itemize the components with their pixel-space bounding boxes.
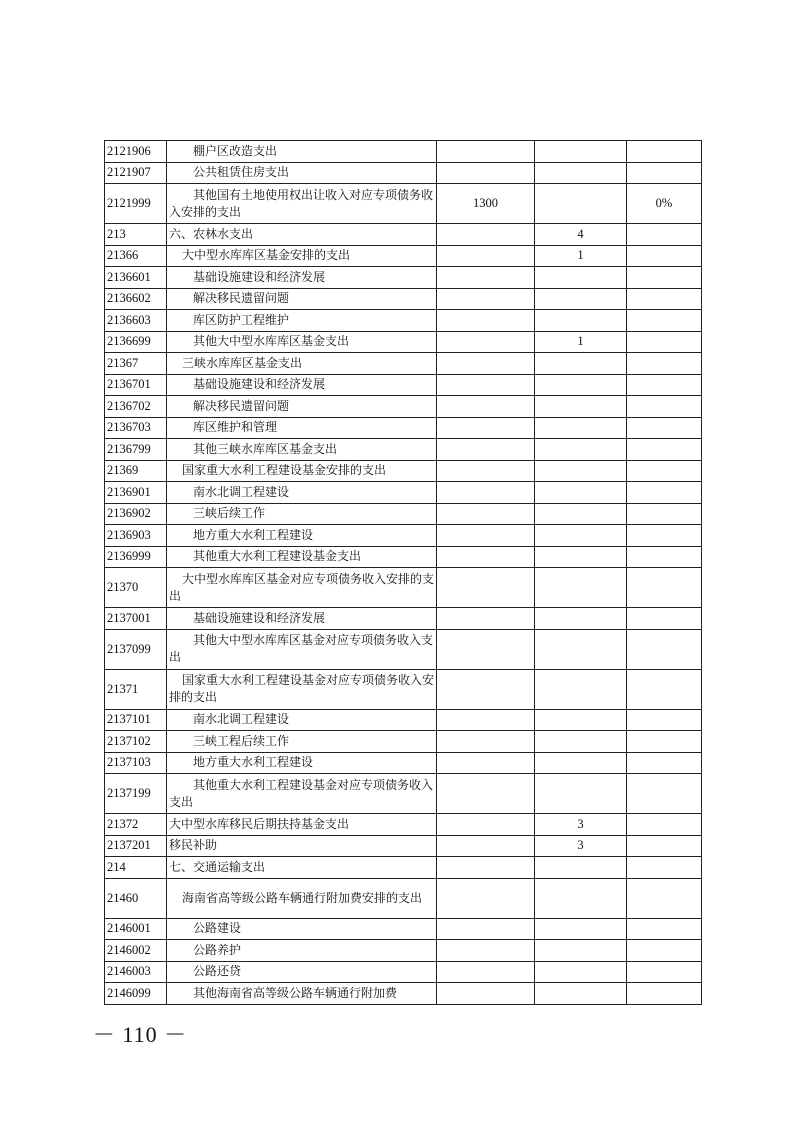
actual-cell bbox=[535, 141, 627, 163]
ratio-cell bbox=[627, 709, 702, 731]
table-row bbox=[105, 353, 702, 375]
budget-cell bbox=[437, 245, 535, 267]
actual-cell bbox=[535, 439, 627, 461]
name-cell: 地方重大水利工程建设 bbox=[167, 752, 437, 774]
code-cell: 2136702 bbox=[105, 396, 167, 418]
code-cell: 2136902 bbox=[105, 503, 167, 525]
actual-cell bbox=[535, 310, 627, 332]
code-cell: 2121907 bbox=[105, 162, 167, 184]
ratio-cell bbox=[627, 288, 702, 310]
ratio-cell bbox=[627, 918, 702, 940]
ratio-cell: 0% bbox=[627, 184, 702, 224]
name-cell: 其他海南省高等级公路车辆通行附加费 bbox=[167, 983, 437, 1005]
actual-cell: 1 bbox=[535, 245, 627, 267]
budget-cell bbox=[437, 460, 535, 482]
table-row bbox=[105, 396, 702, 418]
actual-cell: 3 bbox=[535, 814, 627, 836]
budget-cell bbox=[437, 353, 535, 375]
table-row bbox=[105, 629, 702, 669]
code-cell: 2136701 bbox=[105, 374, 167, 396]
budget-cell bbox=[437, 709, 535, 731]
name-cell: 基础设施建设和经济发展 bbox=[167, 267, 437, 289]
table-row bbox=[105, 814, 702, 836]
actual-cell: 3 bbox=[535, 835, 627, 857]
name-cell: 大中型水库移民后期扶持基金支出 bbox=[167, 814, 437, 836]
code-cell: 2137099 bbox=[105, 629, 167, 669]
code-cell: 2136602 bbox=[105, 288, 167, 310]
actual-cell bbox=[535, 503, 627, 525]
actual-cell bbox=[535, 162, 627, 184]
name-cell: 解决移民遗留问题 bbox=[167, 288, 437, 310]
ratio-cell bbox=[627, 245, 702, 267]
name-cell: 其他国有土地使用权出让收入对应专项债务收入安排的支出 bbox=[167, 184, 437, 224]
budget-cell bbox=[437, 731, 535, 753]
table-row bbox=[105, 918, 702, 940]
ratio-cell bbox=[627, 267, 702, 289]
code-cell: 21372 bbox=[105, 814, 167, 836]
ratio-cell bbox=[627, 439, 702, 461]
table-row bbox=[105, 525, 702, 547]
table-row bbox=[105, 331, 702, 353]
code-cell: 2136703 bbox=[105, 417, 167, 439]
code-cell: 21366 bbox=[105, 245, 167, 267]
code-cell: 2137199 bbox=[105, 774, 167, 814]
name-cell: 国家重大水利工程建设基金安排的支出 bbox=[167, 460, 437, 482]
actual-cell bbox=[535, 374, 627, 396]
table-row bbox=[105, 835, 702, 857]
name-cell: 南水北调工程建设 bbox=[167, 482, 437, 504]
code-cell: 2136601 bbox=[105, 267, 167, 289]
code-cell: 214 bbox=[105, 857, 167, 879]
table-row bbox=[105, 731, 702, 753]
ratio-cell bbox=[627, 983, 702, 1005]
actual-cell bbox=[535, 267, 627, 289]
code-cell: 2136603 bbox=[105, 310, 167, 332]
name-cell: 其他大中型水库库区基金对应专项债务收入支出 bbox=[167, 629, 437, 669]
budget-cell bbox=[437, 310, 535, 332]
table-row bbox=[105, 482, 702, 504]
actual-cell bbox=[535, 731, 627, 753]
budget-cell bbox=[437, 374, 535, 396]
budget-cell bbox=[437, 331, 535, 353]
name-cell: 三峡后续工作 bbox=[167, 503, 437, 525]
budget-cell: 1300 bbox=[437, 184, 535, 224]
name-cell: 其他大中型水库库区基金支出 bbox=[167, 331, 437, 353]
table-row bbox=[105, 503, 702, 525]
ratio-cell bbox=[627, 608, 702, 630]
ratio-cell bbox=[627, 629, 702, 669]
table-row bbox=[105, 940, 702, 962]
actual-cell bbox=[535, 184, 627, 224]
table-row bbox=[105, 162, 702, 184]
actual-cell bbox=[535, 482, 627, 504]
actual-cell bbox=[535, 983, 627, 1005]
name-cell: 公共租赁住房支出 bbox=[167, 162, 437, 184]
table-row bbox=[105, 669, 702, 709]
name-cell: 库区维护和管理 bbox=[167, 417, 437, 439]
ratio-cell bbox=[627, 525, 702, 547]
table-row bbox=[105, 267, 702, 289]
actual-cell bbox=[535, 396, 627, 418]
ratio-cell bbox=[627, 940, 702, 962]
budget-cell bbox=[437, 857, 535, 879]
actual-cell bbox=[535, 878, 627, 918]
budget-cell bbox=[437, 835, 535, 857]
ratio-cell bbox=[627, 503, 702, 525]
budget-cell bbox=[437, 629, 535, 669]
budget-cell bbox=[437, 439, 535, 461]
name-cell: 公路还贷 bbox=[167, 961, 437, 983]
table-row bbox=[105, 288, 702, 310]
ratio-cell bbox=[627, 961, 702, 983]
actual-cell bbox=[535, 918, 627, 940]
table-row bbox=[105, 608, 702, 630]
name-cell: 海南省高等级公路车辆通行附加费安排的支出 bbox=[167, 878, 437, 918]
ratio-cell bbox=[627, 752, 702, 774]
name-cell: 国家重大水利工程建设基金对应专项债务收入安排的支出 bbox=[167, 669, 437, 709]
ratio-cell bbox=[627, 731, 702, 753]
actual-cell bbox=[535, 940, 627, 962]
budget-cell bbox=[437, 141, 535, 163]
code-cell: 2137001 bbox=[105, 608, 167, 630]
budget-cell bbox=[437, 503, 535, 525]
actual-cell: 1 bbox=[535, 331, 627, 353]
code-cell: 2136699 bbox=[105, 331, 167, 353]
table-row bbox=[105, 961, 702, 983]
budget-cell bbox=[437, 669, 535, 709]
budget-cell bbox=[437, 162, 535, 184]
budget-cell bbox=[437, 774, 535, 814]
actual-cell bbox=[535, 288, 627, 310]
name-cell: 南水北调工程建设 bbox=[167, 709, 437, 731]
actual-cell bbox=[535, 460, 627, 482]
code-cell: 2121906 bbox=[105, 141, 167, 163]
code-cell: 2146003 bbox=[105, 961, 167, 983]
budget-cell bbox=[437, 752, 535, 774]
ratio-cell bbox=[627, 224, 702, 246]
ratio-cell bbox=[627, 331, 702, 353]
name-cell: 棚户区改造支出 bbox=[167, 141, 437, 163]
ratio-cell bbox=[627, 878, 702, 918]
code-cell: 21369 bbox=[105, 460, 167, 482]
name-cell: 地方重大水利工程建设 bbox=[167, 525, 437, 547]
table-row bbox=[105, 439, 702, 461]
budget-cell bbox=[437, 224, 535, 246]
code-cell: 21367 bbox=[105, 353, 167, 375]
code-cell: 21370 bbox=[105, 568, 167, 608]
actual-cell bbox=[535, 857, 627, 879]
name-cell: 三峡水库库区基金支出 bbox=[167, 353, 437, 375]
ratio-cell bbox=[627, 310, 702, 332]
ratio-cell bbox=[627, 774, 702, 814]
table-row bbox=[105, 245, 702, 267]
table-row bbox=[105, 224, 702, 246]
budget-cell bbox=[437, 608, 535, 630]
actual-cell bbox=[535, 417, 627, 439]
name-cell: 库区防护工程维护 bbox=[167, 310, 437, 332]
table-row bbox=[105, 857, 702, 879]
actual-cell bbox=[535, 568, 627, 608]
code-cell: 2136799 bbox=[105, 439, 167, 461]
budget-cell bbox=[437, 546, 535, 568]
code-cell: 2146002 bbox=[105, 940, 167, 962]
budget-cell bbox=[437, 961, 535, 983]
name-cell: 其他重大水利工程建设基金支出 bbox=[167, 546, 437, 568]
code-cell: 21371 bbox=[105, 669, 167, 709]
ratio-cell bbox=[627, 669, 702, 709]
budget-cell bbox=[437, 568, 535, 608]
table-row bbox=[105, 184, 702, 224]
name-cell: 移民补助 bbox=[167, 835, 437, 857]
code-cell: 2121999 bbox=[105, 184, 167, 224]
actual-cell bbox=[535, 629, 627, 669]
code-cell: 2136999 bbox=[105, 546, 167, 568]
budget-cell bbox=[437, 878, 535, 918]
ratio-cell bbox=[627, 814, 702, 836]
name-cell: 公路养护 bbox=[167, 940, 437, 962]
ratio-cell bbox=[627, 417, 702, 439]
code-cell: 21460 bbox=[105, 878, 167, 918]
budget-cell bbox=[437, 267, 535, 289]
name-cell: 基础设施建设和经济发展 bbox=[167, 608, 437, 630]
ratio-cell bbox=[627, 353, 702, 375]
name-cell: 其他重大水利工程建设基金对应专项债务收入支出 bbox=[167, 774, 437, 814]
budget-cell bbox=[437, 396, 535, 418]
budget-cell bbox=[437, 417, 535, 439]
actual-cell bbox=[535, 752, 627, 774]
budget-cell bbox=[437, 288, 535, 310]
ratio-cell bbox=[627, 482, 702, 504]
actual-cell bbox=[535, 774, 627, 814]
table-row bbox=[105, 774, 702, 814]
table-body bbox=[105, 141, 702, 1005]
actual-cell bbox=[535, 669, 627, 709]
budget-cell bbox=[437, 983, 535, 1005]
name-cell: 大中型水库库区基金对应专项债务收入安排的支出 bbox=[167, 568, 437, 608]
ratio-cell bbox=[627, 162, 702, 184]
table-row bbox=[105, 568, 702, 608]
budget-cell bbox=[437, 940, 535, 962]
budget-cell bbox=[437, 918, 535, 940]
code-cell: 2137101 bbox=[105, 709, 167, 731]
table-row bbox=[105, 417, 702, 439]
table-row bbox=[105, 752, 702, 774]
table-row bbox=[105, 374, 702, 396]
name-cell: 公路建设 bbox=[167, 918, 437, 940]
table-row bbox=[105, 878, 702, 918]
ratio-cell bbox=[627, 374, 702, 396]
actual-cell bbox=[535, 709, 627, 731]
page-number: － 110 － bbox=[92, 1022, 188, 1047]
name-cell: 基础设施建设和经济发展 bbox=[167, 374, 437, 396]
table-row bbox=[105, 141, 702, 163]
budget-cell bbox=[437, 482, 535, 504]
ratio-cell bbox=[627, 460, 702, 482]
code-cell: 2137102 bbox=[105, 731, 167, 753]
budget-table bbox=[104, 140, 702, 1005]
actual-cell bbox=[535, 546, 627, 568]
actual-cell bbox=[535, 961, 627, 983]
table-row bbox=[105, 709, 702, 731]
ratio-cell bbox=[627, 835, 702, 857]
actual-cell bbox=[535, 353, 627, 375]
code-cell: 2137201 bbox=[105, 835, 167, 857]
name-cell: 七、交通运输支出 bbox=[167, 857, 437, 879]
code-cell: 2146001 bbox=[105, 918, 167, 940]
code-cell: 213 bbox=[105, 224, 167, 246]
ratio-cell bbox=[627, 546, 702, 568]
table-row bbox=[105, 983, 702, 1005]
table-row bbox=[105, 546, 702, 568]
name-cell: 其他三峡水库库区基金支出 bbox=[167, 439, 437, 461]
code-cell: 2137103 bbox=[105, 752, 167, 774]
budget-cell bbox=[437, 525, 535, 547]
actual-cell bbox=[535, 608, 627, 630]
code-cell: 2136903 bbox=[105, 525, 167, 547]
name-cell: 三峡工程后续工作 bbox=[167, 731, 437, 753]
ratio-cell bbox=[627, 396, 702, 418]
ratio-cell bbox=[627, 568, 702, 608]
name-cell: 解决移民遗留问题 bbox=[167, 396, 437, 418]
name-cell: 六、农林水支出 bbox=[167, 224, 437, 246]
table-row bbox=[105, 460, 702, 482]
actual-cell: 4 bbox=[535, 224, 627, 246]
actual-cell bbox=[535, 525, 627, 547]
table-row bbox=[105, 310, 702, 332]
ratio-cell bbox=[627, 141, 702, 163]
budget-cell bbox=[437, 814, 535, 836]
ratio-cell bbox=[627, 857, 702, 879]
name-cell: 大中型水库库区基金安排的支出 bbox=[167, 245, 437, 267]
code-cell: 2146099 bbox=[105, 983, 167, 1005]
code-cell: 2136901 bbox=[105, 482, 167, 504]
